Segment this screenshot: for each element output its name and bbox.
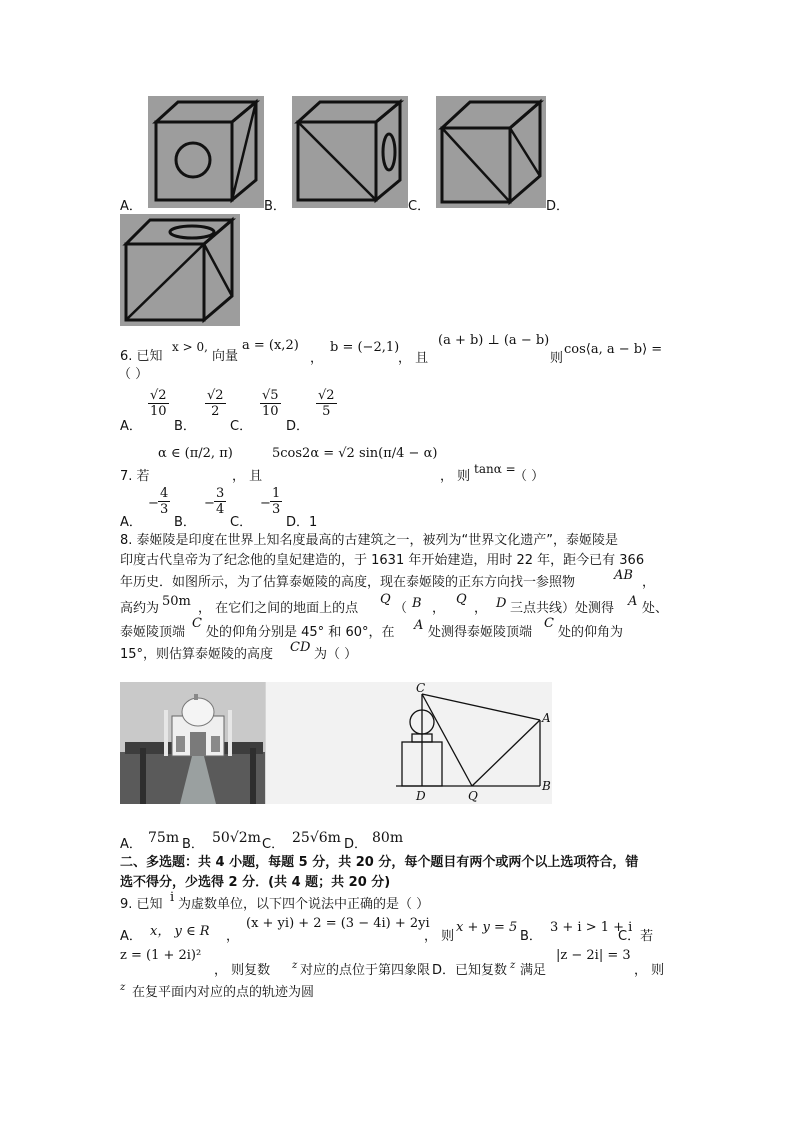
q8-line-4-collinear: 三点共线）处测得 [510,601,615,616]
q8-a-point: A [628,594,638,609]
q9-option-d-text-2: ， 则 [634,963,665,978]
q6-option-a-denominator: 10 [150,404,167,419]
q7-option-c-label: C． [230,515,253,530]
q6-then: 则 [550,351,564,366]
q8-comma-2: ， [474,601,488,616]
q7-option-c-value [270,486,282,517]
q8-option-d-value: 80m [372,830,404,846]
q7-option-a-value [158,486,170,517]
q7-option-a-label: A． [120,515,142,530]
q7-option-b-numerator: 3 [216,486,225,501]
q5-option-b-label: B． [264,199,286,214]
q9-line-1-start: 9. 已知 [120,897,163,912]
q8-option-a-value: 75m [148,830,180,846]
q5-option-a-label: A． [120,199,142,214]
q8-c-point-2: C [544,616,554,631]
q9-z-definition: z = (1 + 2i)² [120,948,202,963]
q6-vector-a: a = (x,2) [242,338,299,353]
q6-vector-b: b = (−2,1) [330,340,400,355]
q7-option-b-denominator: 4 [216,502,225,517]
q8-paren-open: （ [394,601,408,616]
q9-option-a-label: A． [120,929,142,944]
q9-option-b-label: B． [520,929,542,944]
q8-option-c-label: C． [262,837,285,852]
q6-option-c-label: C． [230,419,253,434]
q9-imaginary-unit: i [170,890,175,905]
q6-option-c-denominator: 10 [262,404,279,419]
taj-mahal-figure [120,682,552,804]
q8-q-point: Q [380,592,391,607]
q7-alpha-range: α ∈ (π/2, π) [158,446,233,461]
q8-line-5-end: 处的仰角为 [558,625,624,640]
q8-line-5-mid: 处测得泰姬陵顶端 [428,625,533,640]
q8-line-5-angles: 处的仰角分别是 45° 和 60°，在 [206,625,395,640]
q6-option-c-numerator: √5 [262,388,279,403]
q9-line-1-end: 为虚数单位，以下四个说法中正确的是（ ） [178,897,430,912]
cube-option-d-image [120,214,240,326]
q6-prefix: 6. 已知 [120,349,163,364]
figure-label-a: A [542,711,551,725]
q8-line-6-start: 15°，则估算泰姬陵的高度 [120,647,274,662]
elevation-geometry-diagram [120,682,552,804]
q6-answer-paren: （ ） [118,367,149,382]
q7-prefix: 7. 若 [120,469,150,484]
q7-then: ， 则 [440,469,471,484]
q8-option-b-value: 50√2m [212,830,261,846]
q6-option-a-value [148,388,169,419]
q6-option-a-label: A． [120,419,142,434]
q6-option-d-numerator: √2 [318,388,335,403]
q9-z-symbol: z [292,960,298,971]
q6-comma: ， [310,351,324,366]
q9-option-a-sum: x + y = 5 [456,920,518,935]
q8-line-4-start: 高约为 [120,601,160,616]
q7-option-a-numerator: 4 [160,486,169,501]
q8-d-point: D [496,596,507,611]
q8-line-3-end: ， [642,575,656,590]
q8-line-5-start: 泰姬陵顶端 [120,625,186,640]
q6-vector-word: 向量 [212,349,239,364]
q8-option-d-label: D． [344,837,368,852]
q7-option-d-label: D．1 [286,515,318,530]
q7-option-c-minus: − [260,496,271,511]
section-2-heading-line-1: 二、多选题：共 4 小题，每题 5 分，共 20 分，每个题目有两个或两个以上选项符合，错 [120,855,639,870]
q9-option-d-text-3: 在复平面内对应的点的轨迹为圆 [132,985,315,1000]
q6-option-d-denominator: 5 [322,404,331,419]
q6-option-d-label: D． [286,419,310,434]
q9-option-d-label: D．已知复数 [432,963,508,978]
q6-option-b-value [205,388,226,419]
q8-q-point-2: Q [456,592,467,607]
q8-line-6-end: 为（ ） [314,647,358,662]
q9-option-d-text: 满足 [520,963,547,978]
figure-label-q: Q [468,789,478,803]
q5-option-d-label: D． [546,199,570,214]
q7-option-b-label: B． [174,515,196,530]
q9-option-a-then: ， 则 [424,929,455,944]
cube-option-b-image [292,96,408,208]
q8-option-c-value: 25√6m [292,830,341,846]
q7-option-c-numerator: 1 [272,486,281,501]
q8-a-point-2: A [414,618,424,633]
q9-option-c-text: ， 则复数 [214,963,271,978]
q7-option-a-minus: − [148,496,159,511]
q6-option-b-denominator: 2 [211,404,220,419]
q8-line-1: 8. 泰姬陵是印度在世界上知名度最高的古建筑之一，被列为“世界文化遗产”，泰姬陵是 [120,533,619,548]
q9-xy-real: x， y ∈ R [150,924,210,939]
q8-option-a-label: A． [120,837,142,852]
q7-and: ， 且 [232,469,263,484]
q6-cos-expression: cos⟨a, a − b⟩ = [564,342,663,357]
q7-option-b-value [214,486,226,517]
q9-option-b-inequality: 3 + i > 1 + i [550,920,633,935]
q8-comma-1: ， [432,601,446,616]
q8-height: 50m [162,594,191,609]
q7-option-b-minus: − [204,496,215,511]
q8-line-3: 年历史．如图所示，为了估算泰姬陵的高度，现在泰姬陵的正东方向找一参照物 [120,575,576,590]
q8-option-b-label: B． [182,837,204,852]
q9-z-symbol-3: z [120,982,126,993]
q9-option-a-equation: (x + yi) + 2 = (3 − 4i) + 2yi [246,916,430,931]
section-2-heading-line-2: 选不得分，少选得 2 分．(共 4 题；共 20 分) [120,875,391,890]
q6-option-b-numerator: √2 [207,388,224,403]
figure-label-b: B [542,779,551,793]
q8-cd: CD [290,640,311,655]
q7-option-c-denominator: 3 [272,502,281,517]
q8-line-4-mid: ， 在它们之间的地面上的点 [198,601,359,616]
q6-option-b-label: B． [174,419,196,434]
q9-option-c-label: C．若 [618,929,654,944]
q6-perp-condition: (a + b) ⊥ (a − b) [438,333,550,348]
cube-option-c-image [436,96,546,208]
q8-line-4-end: 处、 [642,601,669,616]
figure-label-d: D [416,789,426,803]
q6-condition: x > 0, [172,340,208,354]
q9-z-symbol-2: z [510,960,516,971]
q5-option-c-label: C． [408,199,431,214]
q8-c-point: C [192,616,202,631]
q8-line-2: 印度古代皇帝为了纪念他的皇妃建造的，于 1631 年开始建造，用时 22 年，距今已有 366 [120,553,645,568]
q6-option-d-value [316,388,337,419]
q9-comma: ， [226,929,240,944]
cube-option-a-image [148,96,264,208]
q8-b-point: B [412,596,422,611]
q8-ab: AB [614,568,633,583]
figure-label-c: C [416,682,426,695]
q6-option-c-value [260,388,281,419]
q7-option-a-denominator: 3 [160,502,169,517]
q7-equation: 5cos2α = √2 sin(π/4 − α) [272,446,438,461]
q6-option-a-numerator: √2 [150,388,167,403]
q6-and: ， 且 [398,351,429,366]
q7-answer-paren: （ ） [514,469,545,484]
q9-modulus-condition: |z − 2i| = 3 [556,948,631,963]
q9-option-c-text-2: 对应的点位于第四象限 [300,963,431,978]
q7-tan-expression: tanα = [474,462,516,476]
